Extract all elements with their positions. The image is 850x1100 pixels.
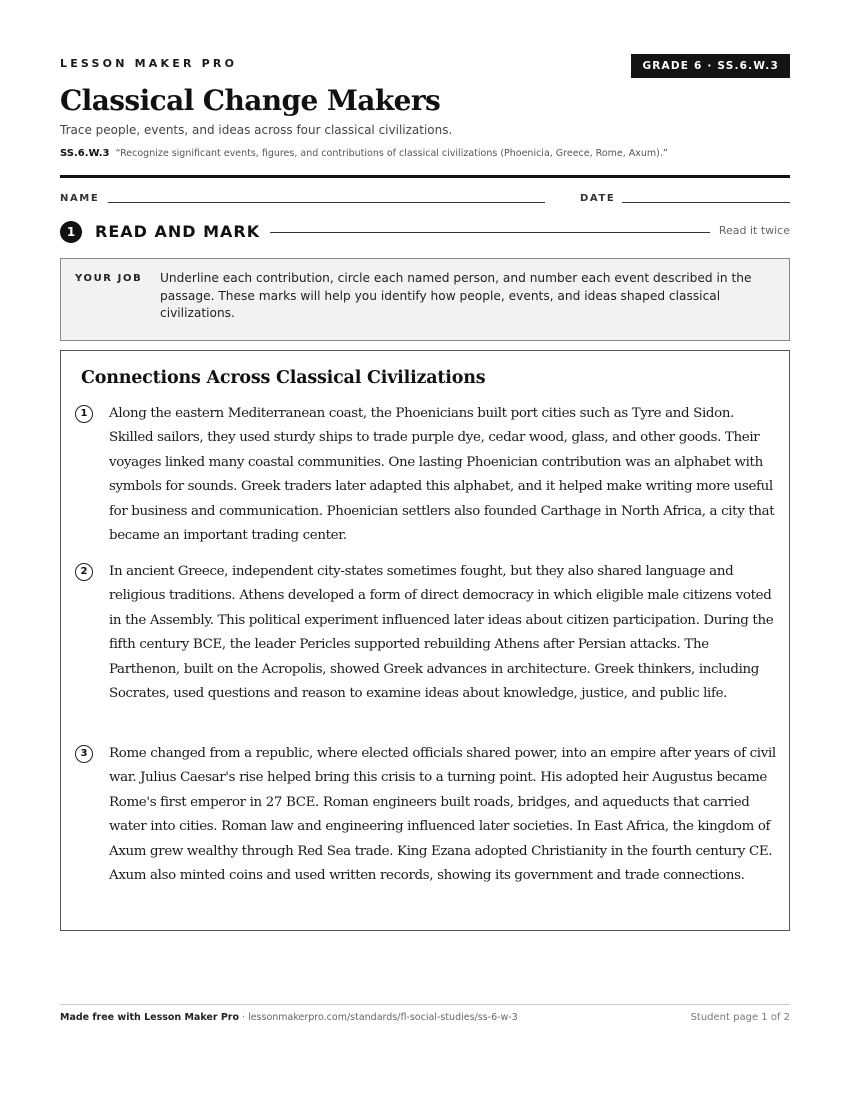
section-note: Read it twice [718,224,790,237]
instructions-text: Underline each contribution, circle each named person, and number each event described in the passage. These marks will help you identify how people, events, and ideas shaped classical civilizations. [160,271,752,321]
section-heading [60,220,790,244]
date-label: DATE [580,193,616,204]
paragraph-text: In ancient Greece, independent city-states sometimes fought, but they also shared language and religious traditions. Athens developed a form of direct democracy in which eligible male citizens voted in the Assembly. This political experiment influenced later ideas about citizen participation. During the fifth century BCE, the leader Pericles supported rebuilding Athens after Persian attacks. The Parthenon, built on the Acropolis, showed Greek advances in architecture. Greek thinkers, including Socrates, used questions and reason to examine ideas about knowledge, justice, and public life. [109,564,774,702]
standard-quote: “Recognize significant events, figures, and contributions of classical civilizations (Phoenicia, Greece, Rome, Axum).” [115,148,668,159]
footer-url[interactable]: · lessonmakerpro.com/standards/fl-social-studies/ss-6-w-3 [239,1012,518,1023]
page-title: Classical Change Makers [60,84,441,117]
paragraph-text: Along the eastern Mediterranean coast, the Phoenicians built port cities such as Tyre and Sidon. Skilled sailors, they used sturdy ships to trade purple dye, cedar wood, glass, and other goods. Their voyages linked many coastal communities. One lasting Phoenician contribution was an alphabet with symbols for sounds. Greek traders later adapted this alphabet, and it helped make writing more useful for business and communication. Phoenician settlers also founded Carthage in North Africa, a city that became an important trading center. [109,406,775,544]
reading-passage [60,350,790,931]
footer-made-with: Made free with Lesson Maker Pro [60,1012,240,1023]
standard-line [60,148,668,159]
header-divider [60,175,790,178]
paragraph-number: 3 [75,745,93,763]
section-divider [270,232,710,233]
name-label: NAME [60,193,100,204]
instructions-label: YOUR JOB [75,273,143,284]
paragraph-text: Rome changed from a republic, where elected officials shared power, into an empire after years of civil war. Julius Caesar's rise helped bring this crisis to a turning point. His adopted heir Augustus became Rome's first emperor in 27 BCE. Roman engineers built roads, bridges, and aqueducts that carried water into cities. Roman law and engineering influenced later societies. In East Africa, the kingdom of Axum grew wealthy through Red Sea trade. King Ezana adopted Christianity in the fourth century CE. Axum also minted coins and used written records, showing its government and trade connections. [109,746,776,884]
date-field[interactable] [622,202,790,203]
section-title: READ AND MARK [95,222,261,241]
paragraph-number: 2 [75,563,93,581]
page-subtitle: Trace people, events, and ideas across four classical civilizations. [60,123,453,137]
name-date-row [60,191,790,207]
worksheet-page [60,0,790,1100]
grade-badge: GRADE 6 · SS.6.W.3 [631,54,790,78]
footer-page-number: Student page 1 of 2 [690,1012,790,1023]
standard-code: SS.6.W.3 [60,148,110,159]
footer-divider [60,1004,790,1005]
section-number-badge: 1 [60,221,82,243]
footer-credit [60,1012,518,1023]
passage-title: Connections Across Classical Civilizations [81,368,486,388]
brand-name: LESSON MAKER PRO [60,57,238,70]
paragraph-number: 1 [75,405,93,423]
name-field[interactable] [108,202,545,203]
instructions-box [60,258,790,341]
